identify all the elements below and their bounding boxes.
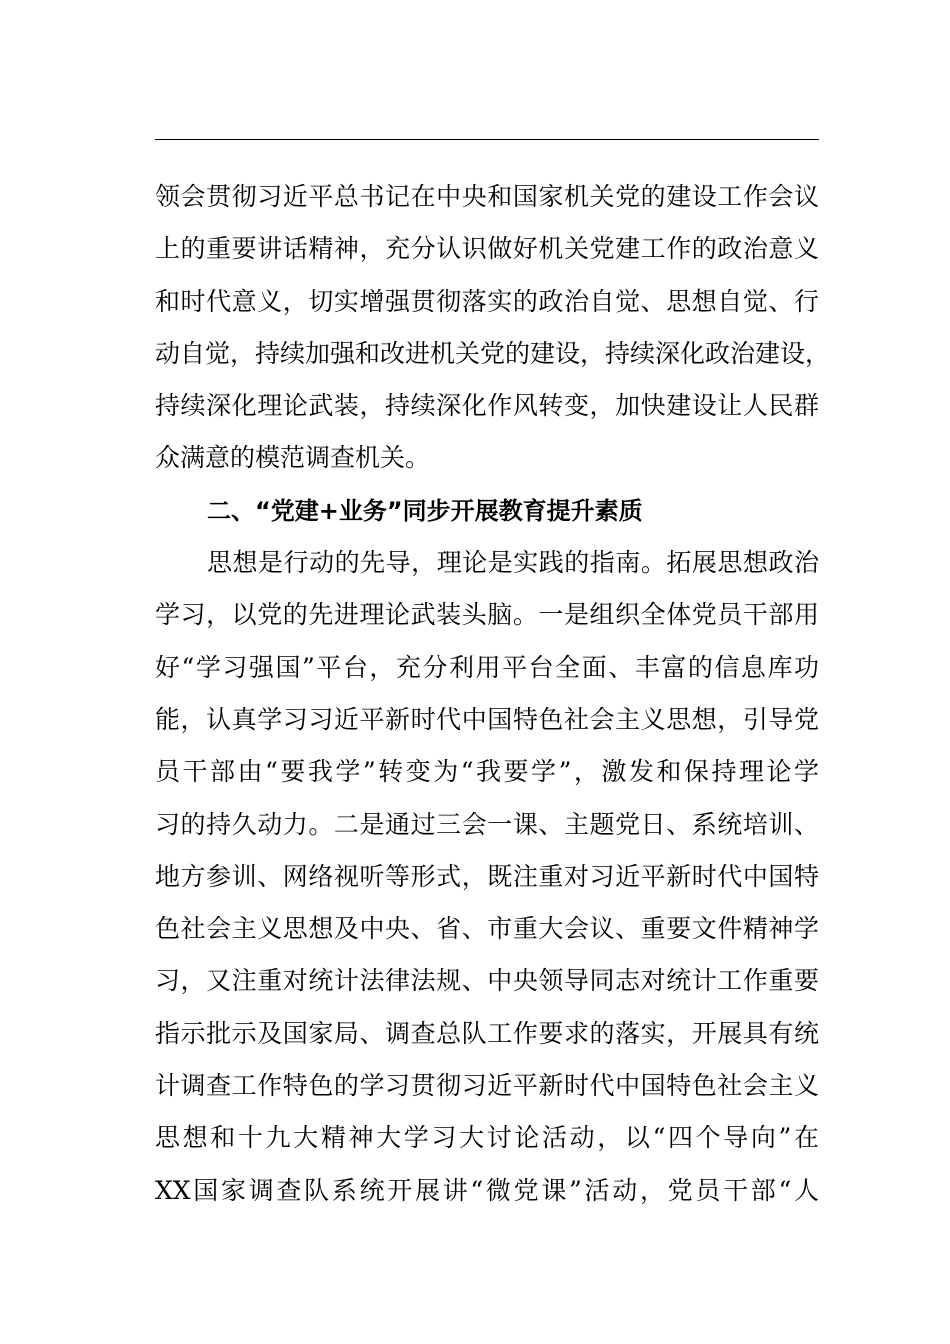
paragraph-2 xyxy=(155,537,819,1217)
text-line: 计调查工作特色的学习贯彻习近平新时代中国特色社会主义 xyxy=(155,1071,819,1101)
text-line: 好“学习强国”平台，充分利用平台全面、丰富的信息库功 xyxy=(155,652,819,682)
text-line: 领会贯彻习近平总书记在中央和国家机关党的建设工作会议 xyxy=(155,182,819,211)
text-line: 思想是行动的先导，理论是实践的指南。拓展思想政治 xyxy=(207,548,819,578)
text-line: 学习，以党的先进理论武装头脑。一是组织全体党员干部用 xyxy=(155,600,819,630)
text-line: 色社会主义思想及中央、省、市重大会议、重要文件精神学 xyxy=(155,914,819,944)
paragraph-1 xyxy=(155,171,831,485)
text-line: 和时代意义，切实增强贯彻落实的政治自觉、思想自觉、行 xyxy=(155,286,819,316)
text-line: 地方参训、网络视听等形式，既注重对习近平新时代中国特 xyxy=(155,861,819,891)
header-rule xyxy=(155,139,819,140)
text-line: 习的持久动力。二是通过三会一课、主题党日、系统培训、 xyxy=(155,809,819,839)
text-line: 动自觉，持续加强和改进机关党的建设，持续深化政治建设， xyxy=(155,338,831,368)
text-line: 能，认真学习习近平新时代中国特色社会主义思想，引导党 xyxy=(155,704,819,734)
text-line: 习，又注重对统计法律法规、中央领导同志对统计工作重要 xyxy=(155,966,819,996)
text-line: 持续深化理论武装，持续深化作风转变，加快建设让人民群 xyxy=(155,391,819,421)
text-line: 指示批示及国家局、调查总队工作要求的落实，开展具有统 xyxy=(155,1018,819,1048)
text-line: 思想和十九大精神大学习大讨论活动，以“四个导向”在 xyxy=(155,1123,819,1153)
text-line: 众满意的模范调查机关。 xyxy=(155,443,431,473)
text-line: 员干部由“要我学”转变为“我要学”，激发和保持理论学 xyxy=(155,757,819,787)
section-heading: 二、“党建+业务”同步开展教育提升素质 xyxy=(207,496,643,525)
document-body xyxy=(155,171,831,1217)
text-line: XX国家调查队系统开展讲“微党课”活动，党员干部“人 xyxy=(155,1175,819,1205)
text-line: 上的重要讲话精神，充分认识做好机关党建工作的政治意义 xyxy=(155,234,819,264)
